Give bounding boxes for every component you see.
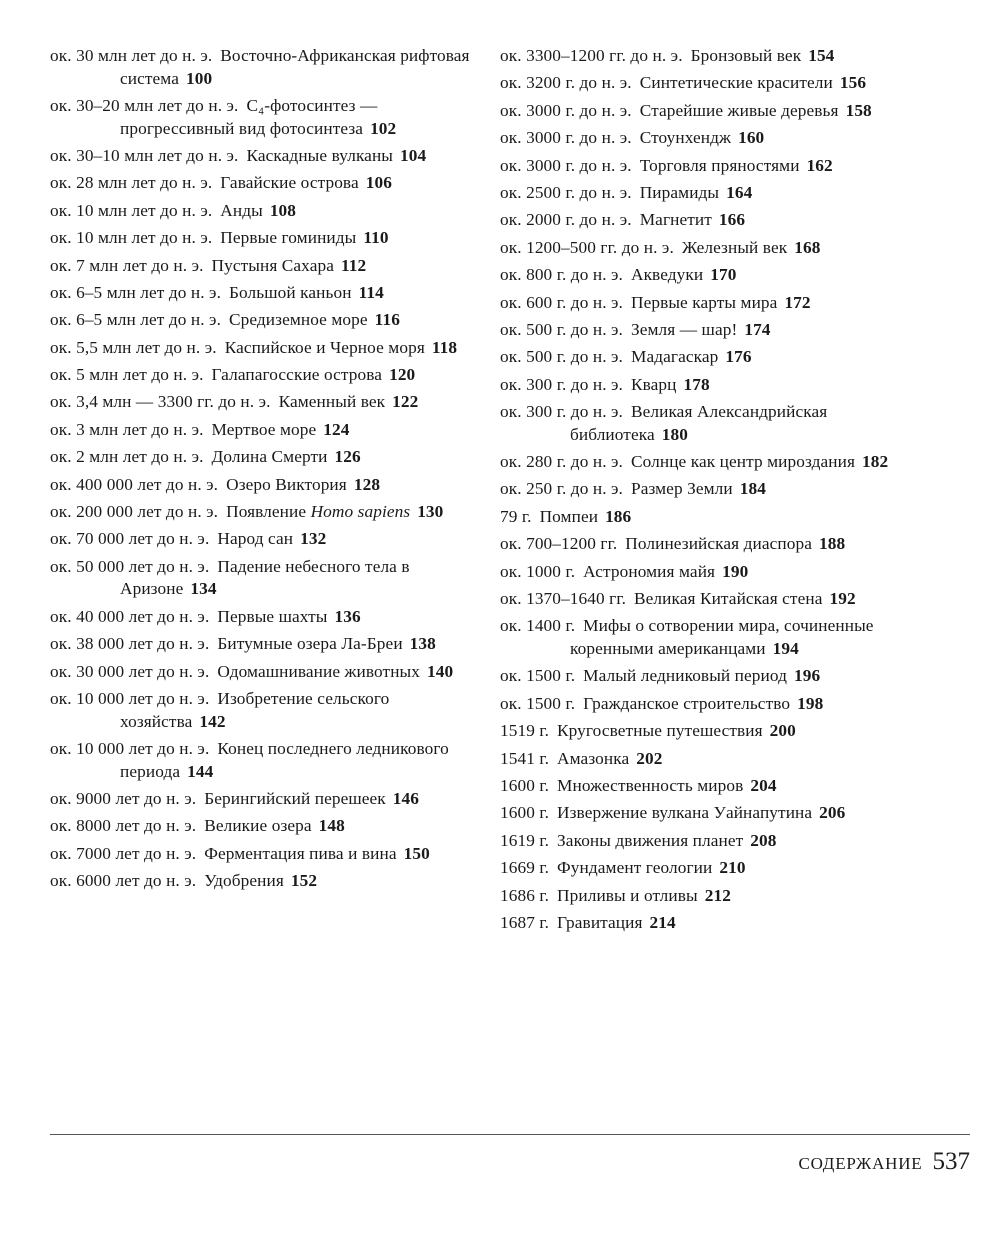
entry-date: ок. 600 г. до н. э.: [500, 292, 623, 312]
toc-entry: [50, 474, 480, 497]
entry-date: ок. 7 млн лет до н. э.: [50, 255, 204, 275]
entry-page-number: 212: [704, 885, 731, 905]
toc-entry: [500, 665, 930, 688]
toc-entry: [500, 155, 930, 178]
entry-date: ок. 30–10 млн лет до н. э.: [50, 145, 239, 165]
entry-title: Акведуки: [630, 265, 704, 285]
toc-entry: [500, 615, 930, 660]
entry-page-number: 188: [819, 534, 846, 554]
running-footer-label: СОДЕРЖАНИЕ: [798, 1154, 923, 1173]
entry-date: ок. 5,5 млн лет до н. э.: [50, 337, 217, 357]
entry-title: Кварц: [630, 374, 677, 394]
entry-page-number: 158: [845, 100, 872, 120]
entry-title: Законы движения планет: [557, 830, 744, 850]
entry-page-number: 126: [334, 447, 361, 467]
entry-date: ок. 1370–1640 гг.: [500, 589, 627, 609]
entry-page-number: 198: [797, 693, 824, 713]
entry-title: Фундамент геологии: [557, 858, 713, 878]
toc-entry: [50, 309, 480, 332]
toc-entry: [500, 237, 930, 260]
entry-page-number: 134: [190, 579, 217, 599]
entry-page-number: 170: [710, 265, 737, 285]
entry-date: ок. 400 000 лет до н. э.: [50, 474, 219, 494]
entry-date: ок. 3000 г. до н. э.: [500, 128, 632, 148]
entry-title: Каспийское и Черное моря: [224, 337, 425, 357]
entry-page-number: 128: [353, 474, 381, 494]
entry-date: ок. 250 г. до н. э.: [500, 479, 623, 499]
entry-title: Мифы о сотворении мира, сочиненные коренными американцами: [570, 616, 874, 658]
page-footer: [798, 1148, 970, 1176]
entry-page-number: 202: [636, 748, 663, 768]
entry-page-number: 192: [829, 589, 856, 609]
entry-title: Ферментация пива и вина: [204, 843, 397, 863]
entry-date: ок. 3 млн лет до н. э.: [50, 419, 204, 439]
toc-entry: [500, 885, 930, 908]
entry-date: ок. 10 млн лет до н. э.: [50, 200, 213, 220]
toc-entry: [500, 209, 930, 232]
toc-entry: [500, 720, 930, 743]
entry-title: Размер Земли: [630, 479, 733, 499]
entry-page-number: 142: [199, 711, 226, 731]
toc-entry: [500, 401, 930, 446]
toc-entry: [50, 815, 480, 838]
entry-page-number: 182: [862, 452, 889, 472]
entry-date: ок. 1000 г.: [500, 561, 576, 581]
entry-date: ок. 2000 г. до н. э.: [500, 210, 632, 230]
toc-entry: [50, 200, 480, 223]
entry-date: ок. 500 г. до н. э.: [500, 319, 623, 339]
entry-title: Великая Александрийская библиотека: [570, 402, 828, 444]
toc-entry: [50, 688, 480, 733]
entry-title: Мертвое море: [211, 419, 317, 439]
entry-title: Галапагосские острова: [211, 365, 383, 385]
entry-date: ок. 200 000 лет до н. э.: [50, 502, 219, 522]
toc-entry: [50, 255, 480, 278]
entry-date: 1541 г.: [500, 748, 550, 768]
toc-column-left: [50, 45, 480, 898]
toc-entry: [500, 374, 930, 397]
entry-date: ок. 3,4 млн — 3300 гг. до н. э.: [50, 392, 271, 412]
toc-entry: [50, 556, 480, 601]
entry-date: ок. 1400 г.: [500, 616, 576, 636]
entry-date: 1619 г.: [500, 830, 550, 850]
entry-date: ок. 280 г. до н. э.: [500, 452, 623, 472]
entry-title: Помпеи: [539, 506, 599, 526]
entry-page-number: 168: [794, 237, 821, 257]
entry-title: Берингийский перешеек: [204, 788, 386, 808]
toc-entry: [50, 172, 480, 195]
entry-page-number: 156: [839, 73, 867, 93]
entry-date: ок. 700–1200 гг.: [500, 534, 618, 554]
entry-page-number: 164: [726, 182, 753, 202]
entry-title: Железный век: [681, 237, 788, 257]
entry-date: ок. 3200 г. до н. э.: [500, 73, 632, 93]
entry-title: Большой каньон: [229, 282, 352, 302]
page-number: 537: [932, 1148, 970, 1175]
toc-entry: [50, 870, 480, 893]
entry-title: Кругосветные путешествия: [557, 721, 763, 741]
entry-page-number: 104: [400, 145, 427, 165]
toc-entry: [500, 100, 930, 123]
entry-title: Первые гоминиды: [220, 228, 357, 248]
entry-title: Долина Смерти: [211, 447, 328, 467]
entry-date: ок. 3300–1200 гг. до н. э.: [500, 46, 683, 65]
entry-title: Каскадные вулканы: [246, 145, 394, 165]
entry-title: Приливы и отливы: [557, 885, 698, 905]
entry-page-number: 154: [808, 46, 835, 65]
entry-title: Стоунхендж: [639, 128, 732, 148]
entry-page-number: 106: [365, 173, 392, 193]
entry-page-number: 150: [403, 843, 430, 863]
entry-page-number: 136: [334, 606, 361, 626]
entry-page-number: 190: [722, 561, 749, 581]
entry-date: 1686 г.: [500, 885, 550, 905]
toc-entry: [50, 528, 480, 551]
entry-date: ок. 50 000 лет до н. э.: [50, 556, 210, 576]
toc-entry: [50, 227, 480, 250]
entry-date: ок. 8000 лет до н. э.: [50, 816, 197, 836]
toc-entry: [50, 446, 480, 469]
entry-date: ок. 30 млн лет до н. э.: [50, 46, 213, 65]
toc-entry: [500, 45, 930, 68]
entry-title: Народ сан: [217, 529, 294, 549]
toc-entry: [50, 337, 480, 360]
toc-entry: [50, 606, 480, 629]
entry-title: Земля — шар!: [630, 319, 738, 339]
entry-page-number: 144: [187, 761, 214, 781]
entry-page-number: 180: [661, 424, 688, 444]
entry-page-number: 200: [769, 721, 796, 741]
toc-entry: [50, 282, 480, 305]
entry-page-number: 132: [300, 529, 327, 549]
entry-page-number: 152: [290, 871, 318, 891]
toc-entry: [500, 561, 930, 584]
toc-entry: [500, 830, 930, 853]
entry-page-number: 172: [784, 292, 811, 312]
entry-date: ок. 300 г. до н. э.: [500, 374, 623, 394]
entry-title: C₄-фотосинтез — прогрессивный вид фотосинтеза: [120, 95, 378, 138]
entry-date: 1669 г.: [500, 858, 550, 878]
toc-entry: [500, 588, 930, 611]
entry-date: ок. 3000 г. до н. э.: [500, 100, 632, 120]
toc-entry: [50, 45, 480, 90]
entry-date: ок. 70 000 лет до н. э.: [50, 529, 210, 549]
toc-entry: [50, 661, 480, 684]
entry-title: Астрономия майя: [583, 561, 716, 581]
toc-entry: [500, 72, 930, 95]
entry-page-number: 148: [318, 816, 345, 836]
toc-entry: [50, 95, 480, 140]
toc-entry: [500, 857, 930, 880]
entry-date: ок. 9000 лет до н. э.: [50, 788, 197, 808]
entry-date: ок. 7000 лет до н. э.: [50, 843, 197, 863]
entry-page-number: 124: [323, 419, 350, 439]
entry-page-number: 140: [427, 661, 454, 681]
toc-entry: [500, 451, 930, 474]
toc-entry: [500, 182, 930, 205]
entry-title: Великая Китайская стена: [634, 589, 823, 609]
toc-entry: [500, 748, 930, 771]
toc-entry: [500, 264, 930, 287]
entry-page-number: 166: [718, 210, 746, 230]
entry-title: Синтетические красители: [639, 73, 833, 93]
entry-title: Падение небесного тела в Аризоне: [120, 556, 410, 599]
entry-page-number: 176: [725, 347, 752, 367]
entry-page-number: 118: [431, 337, 458, 357]
toc-entry: [50, 145, 480, 168]
entry-page-number: 194: [772, 639, 799, 658]
entry-title: Бронзовый век: [690, 46, 802, 65]
entry-date: ок. 800 г. до н. э.: [500, 265, 623, 285]
entry-title: Старейшие живые деревья: [639, 100, 839, 120]
entry-title: Множественность миров: [557, 775, 744, 795]
entry-title: Конец последнего ледникового периода: [120, 738, 449, 781]
entry-page-number: 100: [186, 68, 213, 88]
entry-date: 79 г.: [500, 506, 532, 526]
entry-page-number: 186: [605, 506, 632, 526]
entry-title: Гражданское строительство: [583, 693, 791, 713]
entry-title: Торговля пряностями: [639, 155, 800, 175]
entry-date: ок. 40 000 лет до н. э.: [50, 606, 210, 626]
entry-title: Озеро Виктория: [226, 474, 347, 494]
toc-entry: [500, 127, 930, 150]
entry-date: ок. 5 млн лет до н. э.: [50, 365, 204, 385]
entry-page-number: 174: [744, 319, 771, 339]
entry-title: Удобрения: [204, 871, 284, 891]
toc-entry: [500, 912, 930, 935]
toc-entry: [500, 775, 930, 798]
entry-title: Полинезийская диаспора: [625, 534, 813, 554]
entry-date: ок. 30 000 лет до н. э.: [50, 661, 210, 681]
entry-page-number: 210: [719, 858, 746, 878]
entry-date: ок. 500 г. до н. э.: [500, 347, 623, 367]
entry-title: Средиземное море: [229, 310, 368, 330]
toc-entry: [50, 501, 480, 524]
entry-date: ок. 28 млн лет до н. э.: [50, 173, 213, 193]
toc-entry: [50, 788, 480, 811]
entry-date: ок. 2 млн лет до н. э.: [50, 447, 204, 467]
entry-title: Одомашнивание животных: [217, 661, 421, 681]
entry-title: Извержение вулкана Уайнапутина: [557, 803, 813, 823]
entry-date: ок. 2500 г. до н. э.: [500, 182, 632, 202]
toc-entry: [500, 506, 930, 529]
entry-date: ок. 1500 г.: [500, 693, 576, 713]
entry-date: ок. 38 000 лет до н. э.: [50, 634, 210, 654]
entry-date: ок. 10 млн лет до н. э.: [50, 228, 213, 248]
entry-page-number: 146: [392, 788, 420, 808]
entry-title: Битумные озера Ла-Бреи: [217, 634, 403, 654]
toc-entry: [500, 802, 930, 825]
entry-title: Гравитация: [557, 912, 643, 932]
entry-date: ок. 10 000 лет до н. э.: [50, 738, 210, 758]
entry-page-number: 138: [409, 634, 436, 654]
toc-entry: [50, 633, 480, 656]
entry-title: Магнетит: [639, 210, 712, 230]
entry-title: Изобретение сельского хозяйства: [120, 688, 390, 731]
footer-divider: [50, 1134, 970, 1135]
entry-date: ок. 10 000 лет до н. э.: [50, 688, 210, 708]
entry-title: Великие озера: [204, 816, 312, 836]
entry-date: ок. 300 г. до н. э.: [500, 402, 623, 422]
entry-title: Каменный век: [278, 392, 386, 412]
entry-title: Первые карты мира: [630, 292, 778, 312]
entry-page-number: 114: [358, 282, 384, 302]
entry-title-italic: Homo sapiens: [310, 502, 411, 522]
entry-page-number: 112: [340, 255, 367, 275]
entry-page-number: 162: [806, 155, 833, 175]
entry-title: Гавайские острова: [220, 173, 359, 193]
entry-date: ок. 30–20 млн лет до н. э.: [50, 95, 239, 115]
entry-date: ок. 6–5 млн лет до н. э.: [50, 282, 221, 302]
entry-page-number: 208: [750, 830, 777, 850]
entry-title: Малый ледниковый период: [583, 666, 788, 686]
toc-entry: [500, 346, 930, 369]
toc-entry: [50, 419, 480, 442]
entry-title: Амазонка: [557, 748, 630, 768]
entry-date: 1519 г.: [500, 721, 550, 741]
entry-page-number: 110: [363, 228, 389, 248]
entry-date: 1687 г.: [500, 912, 550, 932]
toc-entry: [500, 533, 930, 556]
entry-title: Мадагаскар: [630, 347, 719, 367]
entry-title: Пустыня Сахара: [211, 255, 334, 275]
entry-date: 1600 г.: [500, 803, 550, 823]
entry-title: Анды: [220, 200, 263, 220]
entry-title: Пирамиды: [639, 182, 720, 202]
entry-page-number: 116: [374, 310, 400, 330]
entry-page-number: 178: [683, 374, 710, 394]
entry-page-number: 108: [269, 200, 297, 220]
entry-date: ок. 6–5 млн лет до н. э.: [50, 310, 221, 330]
entry-date: ок. 1500 г.: [500, 666, 576, 686]
toc-entry: [500, 693, 930, 716]
toc-entry: [50, 843, 480, 866]
toc-entry: [500, 292, 930, 315]
entry-page-number: 130: [417, 502, 444, 522]
entry-date: 1600 г.: [500, 775, 550, 795]
entry-title: Появление: [226, 502, 307, 522]
entry-title: Солнце как центр мироздания: [630, 452, 856, 472]
toc-entry: [500, 319, 930, 342]
entry-page-number: 120: [389, 365, 416, 385]
entry-title: Восточно-Африканская рифтовая система: [120, 46, 470, 88]
entry-page-number: 196: [794, 666, 821, 686]
entry-page-number: 206: [819, 803, 846, 823]
toc-entry: [50, 364, 480, 387]
entry-title: Первые шахты: [217, 606, 328, 626]
toc-column-right: [500, 45, 930, 939]
entry-page-number: 214: [649, 912, 676, 932]
toc-entry: [50, 738, 480, 783]
entry-page-number: 204: [750, 775, 777, 795]
entry-date: ок. 6000 лет до н. э.: [50, 871, 197, 891]
entry-date: ок. 1200–500 гг. до н. э.: [500, 237, 674, 257]
entry-page-number: 160: [738, 128, 765, 148]
entry-page-number: 184: [739, 479, 766, 499]
toc-entry: [50, 391, 480, 414]
toc-entry: [500, 478, 930, 501]
entry-page-number: 102: [370, 118, 397, 138]
entry-page-number: 122: [392, 392, 419, 412]
entry-date: ок. 3000 г. до н. э.: [500, 155, 632, 175]
